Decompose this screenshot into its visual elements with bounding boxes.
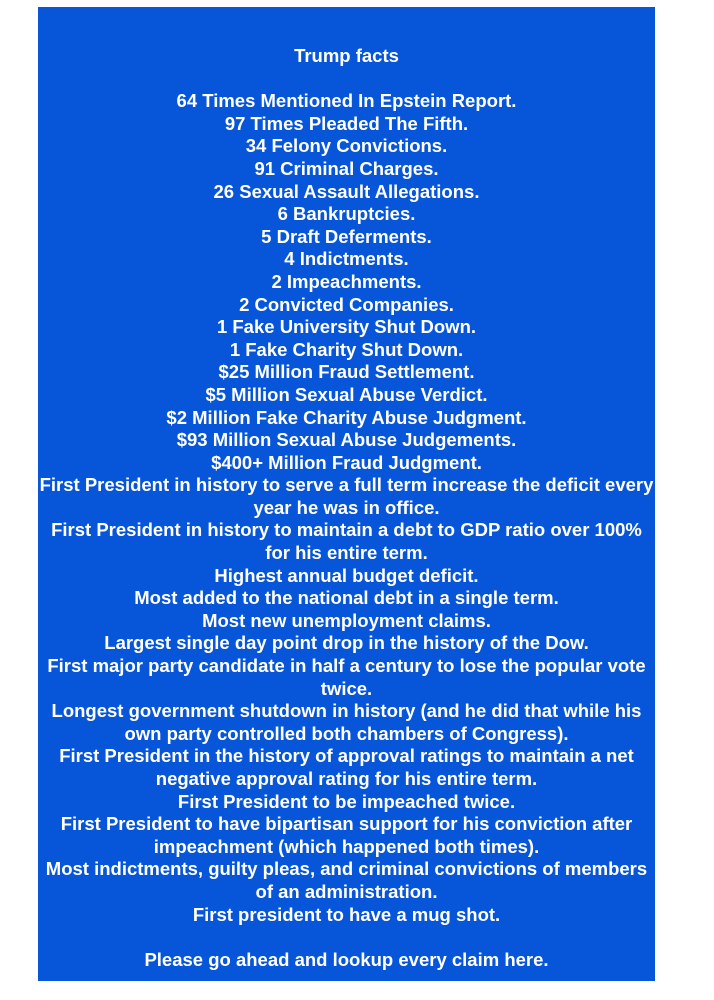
fact-item: $2 Million Fake Charity Abuse Judgment. — [166, 406, 527, 428]
fact-item: First President in the history of approval ratings to maintain a net negative approval rating for his entire term. — [59, 745, 634, 789]
fact-item: 34 Felony Convictions. — [245, 135, 448, 157]
fact-item: Most new unemployment claims. — [202, 609, 491, 631]
fact-item: 1 Fake University Shut Down. — [216, 316, 477, 338]
fact-item: 91 Criminal Charges. — [254, 157, 439, 179]
facts-list — [38, 90, 655, 926]
fact-item: 1 Fake Charity Shut Down. — [229, 338, 464, 360]
fact-item: First President to be impeached twice. — [177, 790, 516, 812]
fact-item: First major party candidate in half a century to lose the popular vote twice. — [47, 655, 646, 699]
fact-item: First President to have bipartisan support for his conviction after impeachment (which happened both times). — [60, 813, 633, 857]
fact-item: 6 Bankruptcies. — [277, 203, 416, 225]
fact-item: Most indictments, guilty pleas, and criminal convictions of members of an administration. — [45, 858, 648, 902]
fact-item: 2 Convicted Companies. — [239, 293, 454, 315]
fact-item: $25 Million Fraud Settlement. — [218, 361, 475, 383]
fact-item: $400+ Million Fraud Judgment. — [211, 451, 482, 473]
panel-title: Trump facts — [294, 45, 399, 66]
fact-item: Largest single day point drop in the history of the Dow. — [104, 632, 589, 654]
fact-item: First president to have a mug shot. — [192, 903, 501, 925]
fact-item: Most added to the national debt in a single term. — [134, 587, 559, 609]
fact-item: $93 Million Sexual Abuse Judgements. — [176, 429, 517, 451]
fact-item: Highest annual budget deficit. — [214, 564, 479, 586]
fact-item: 64 Times Mentioned In Epstein Report. — [176, 90, 517, 112]
fact-item: 26 Sexual Assault Allegations. — [213, 180, 480, 202]
fact-item: 4 Indictments. — [284, 248, 409, 270]
fact-item: $5 Million Sexual Abuse Verdict. — [205, 383, 488, 405]
fact-item: First President in history to serve a full term increase the deficit every year he was in office. — [39, 474, 654, 518]
fact-item: First President in history to maintain a debt to GDP ratio over 100% for his entire term. — [51, 519, 642, 564]
footer-note: Please go ahead and lookup every claim here. — [144, 948, 549, 970]
fact-item: 97 Times Pleaded The Fifth. — [224, 112, 469, 134]
fact-item: Longest government shutdown in history (and he did that while his own party controlled both chambers of Congress). — [51, 700, 642, 744]
fact-item: 2 Impeachments. — [271, 270, 422, 292]
facts-panel — [38, 7, 655, 981]
fact-item: 5 Draft Deferments. — [261, 225, 432, 247]
